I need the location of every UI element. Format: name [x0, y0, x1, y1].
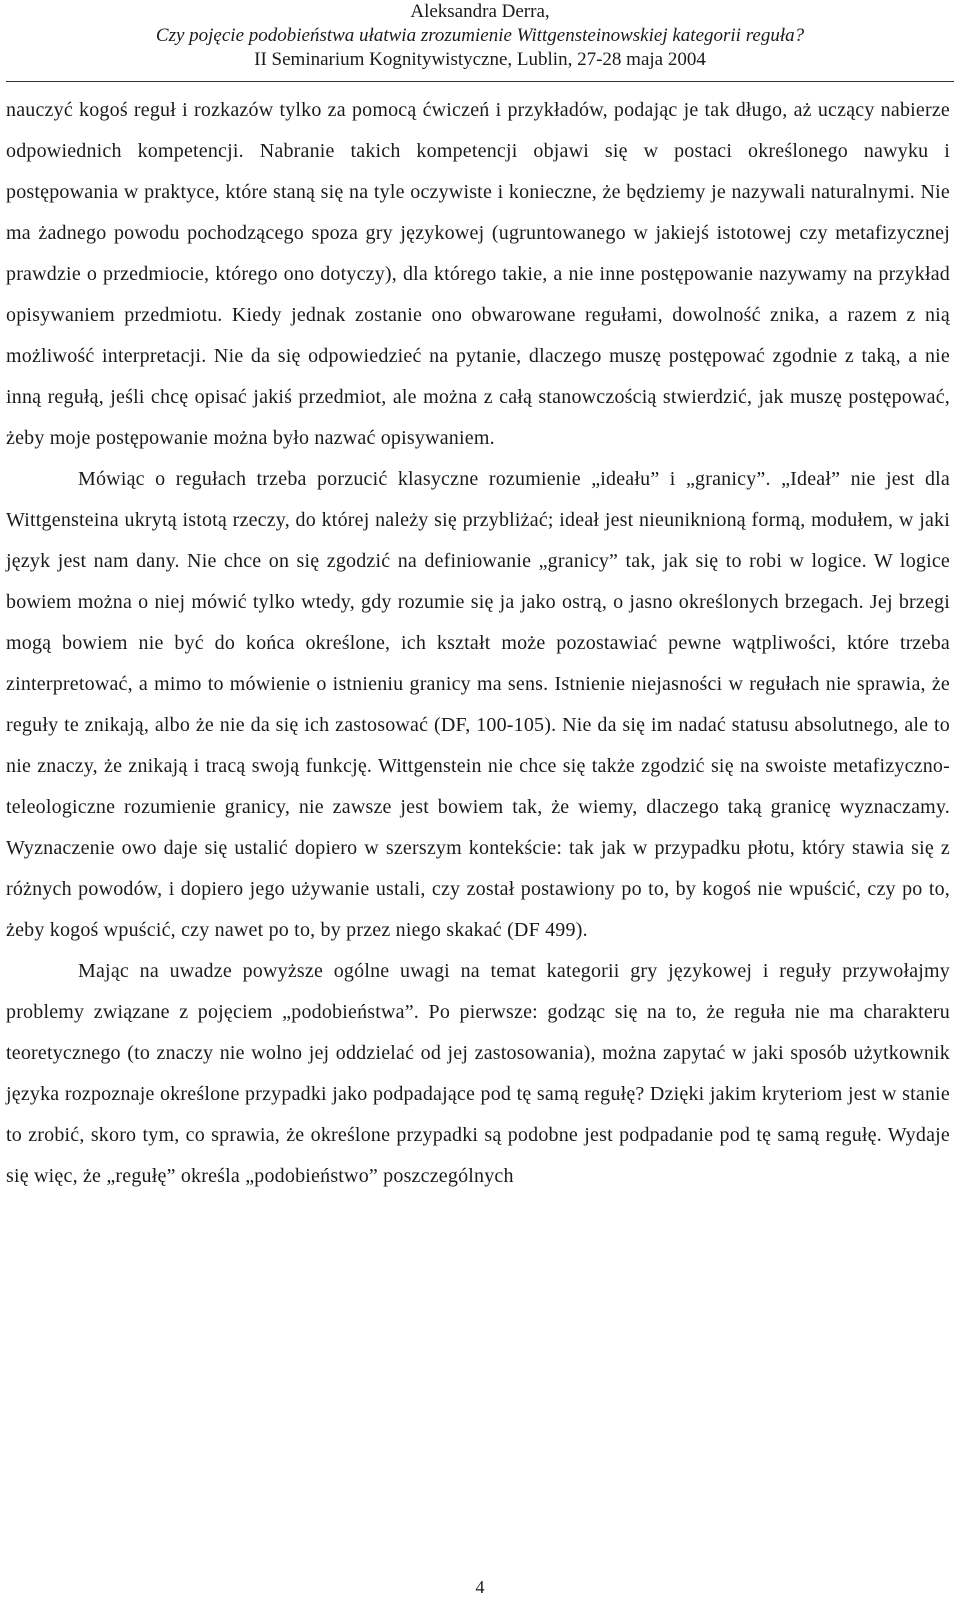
page-header — [0, 0, 960, 72]
header-title: Czy pojęcie podobieństwa ułatwia zrozumienie Wittgensteinowskiej kategorii reguła? — [155, 25, 805, 46]
paragraph-continued: nauczyć kogoś reguł i rozkazów tylko za pomocą ćwiczeń i przykładów, podając je tak długo, aż uczący nabierze odpowiednich kompetencji. Nabranie takich kompetencji objawi się w postaci określonego nawyku i postępowania w praktyce, które staną się na tyle oczywiste i konieczne, że będziemy je nazywali naturalnymi. Nie ma żadnego powodu pochodzącego spoza gry językowej (ugruntowanego w jakiejś istotowej czy metafizycznej prawdzie o przedmiocie, którego ono dotyczy), dla którego takie, a nie inne postępowanie nazywamy na przykład opisywaniem przedmiotu. Kiedy jednak zostanie ono obwarowane regułami, dowolność znika, a razem z nią możliwość interpretacji. Nie da się odpowiedzieć na pytanie, dlaczego muszę postępować zgodnie z taką, a nie inną regułą, jeśli chcę opisać jakiś przedmiot, ale można z całą stanowczością stwierdzić, jak muszę postępować, żeby moje postępowanie można było nazwać opisywaniem. — [6, 99, 950, 449]
paragraph-similarity: Mając na uwadze powyższe ogólne uwagi na temat kategorii gry językowej i reguły przywołajmy problemy związane z pojęciem „podobieństwa”. Po pierwsze: godząc się na to, że reguła nie ma charakteru teoretycznego (to znaczy nie wolno jej oddzielać od jej zastosowania), można zapytać w jaki sposób użytkownik języka rozpoznaje określone przypadki jako podpadające pod tę samą regułę? Dzięki jakim kryteriom jest w stanie to zrobić, skoro tym, co sprawia, że określone przypadki są podobne jest podpadanie pod tę samą regułę. Wydaje się więc, że „regułę” określa „podobieństwo” poszczególnych — [6, 960, 950, 1187]
page-number: 4 — [475, 1577, 485, 1597]
paragraph-ideal-and-boundary: Mówiąc o regułach trzeba porzucić klasyczne rozumienie „ideału” i „granicy”. „Ideał” nie jest dla Wittgensteina ukrytą istotą rzeczy, do której należy się przybliżać; ideał jest nieuniknioną formą, modułem, w jaki język jest nam dany. Nie chce on się zgodzić na definiowanie „granicy” tak, jak się to robi w logice. W logice bowiem można o niej mówić tylko wtedy, gdy rozumie się ja jako ostrą, o jasno określonych brzegach. Jej brzegi mogą bowiem nie być do końca określone, ich kształt może pozostawiać pewne wątpliwości, które trzeba zinterpretować, a mimo to mówienie o istnieniu granicy ma sens. Istnienie niejasności w regułach nie sprawia, że reguły te znikają, albo że nie da się ich zastosować (DF, 100-105). Nie da się im nadać statusu absolutnego, ale to nie znaczy, że znikają i tracą swoją funkcję. Wittgenstein nie chce się także zgodzić się na swoiste metafizyczno-teleologiczne rozumienie granicy, nie zawsze jest bowiem tak, że wiemy, dlaczego taką granicę wyznaczamy. Wyznaczenie owo daje się ustalić dopiero w szerszym kontekście: tak jak w przypadku płotu, który stawia się z różnych powodów, i dopiero jego używanie ustali, czy został postawiony po to, by kogoś nie wpuścić, czy po to, żeby kogoś wpuścić, czy nawet po to, by przez niego skakać (DF 499). — [6, 468, 950, 941]
document-body — [6, 90, 950, 1197]
header-divider — [6, 81, 954, 82]
header-event: II Seminarium Kognitywistyczne, Lublin, 27-28 maja 2004 — [254, 49, 706, 70]
header-author: Aleksandra Derra, — [410, 1, 550, 22]
